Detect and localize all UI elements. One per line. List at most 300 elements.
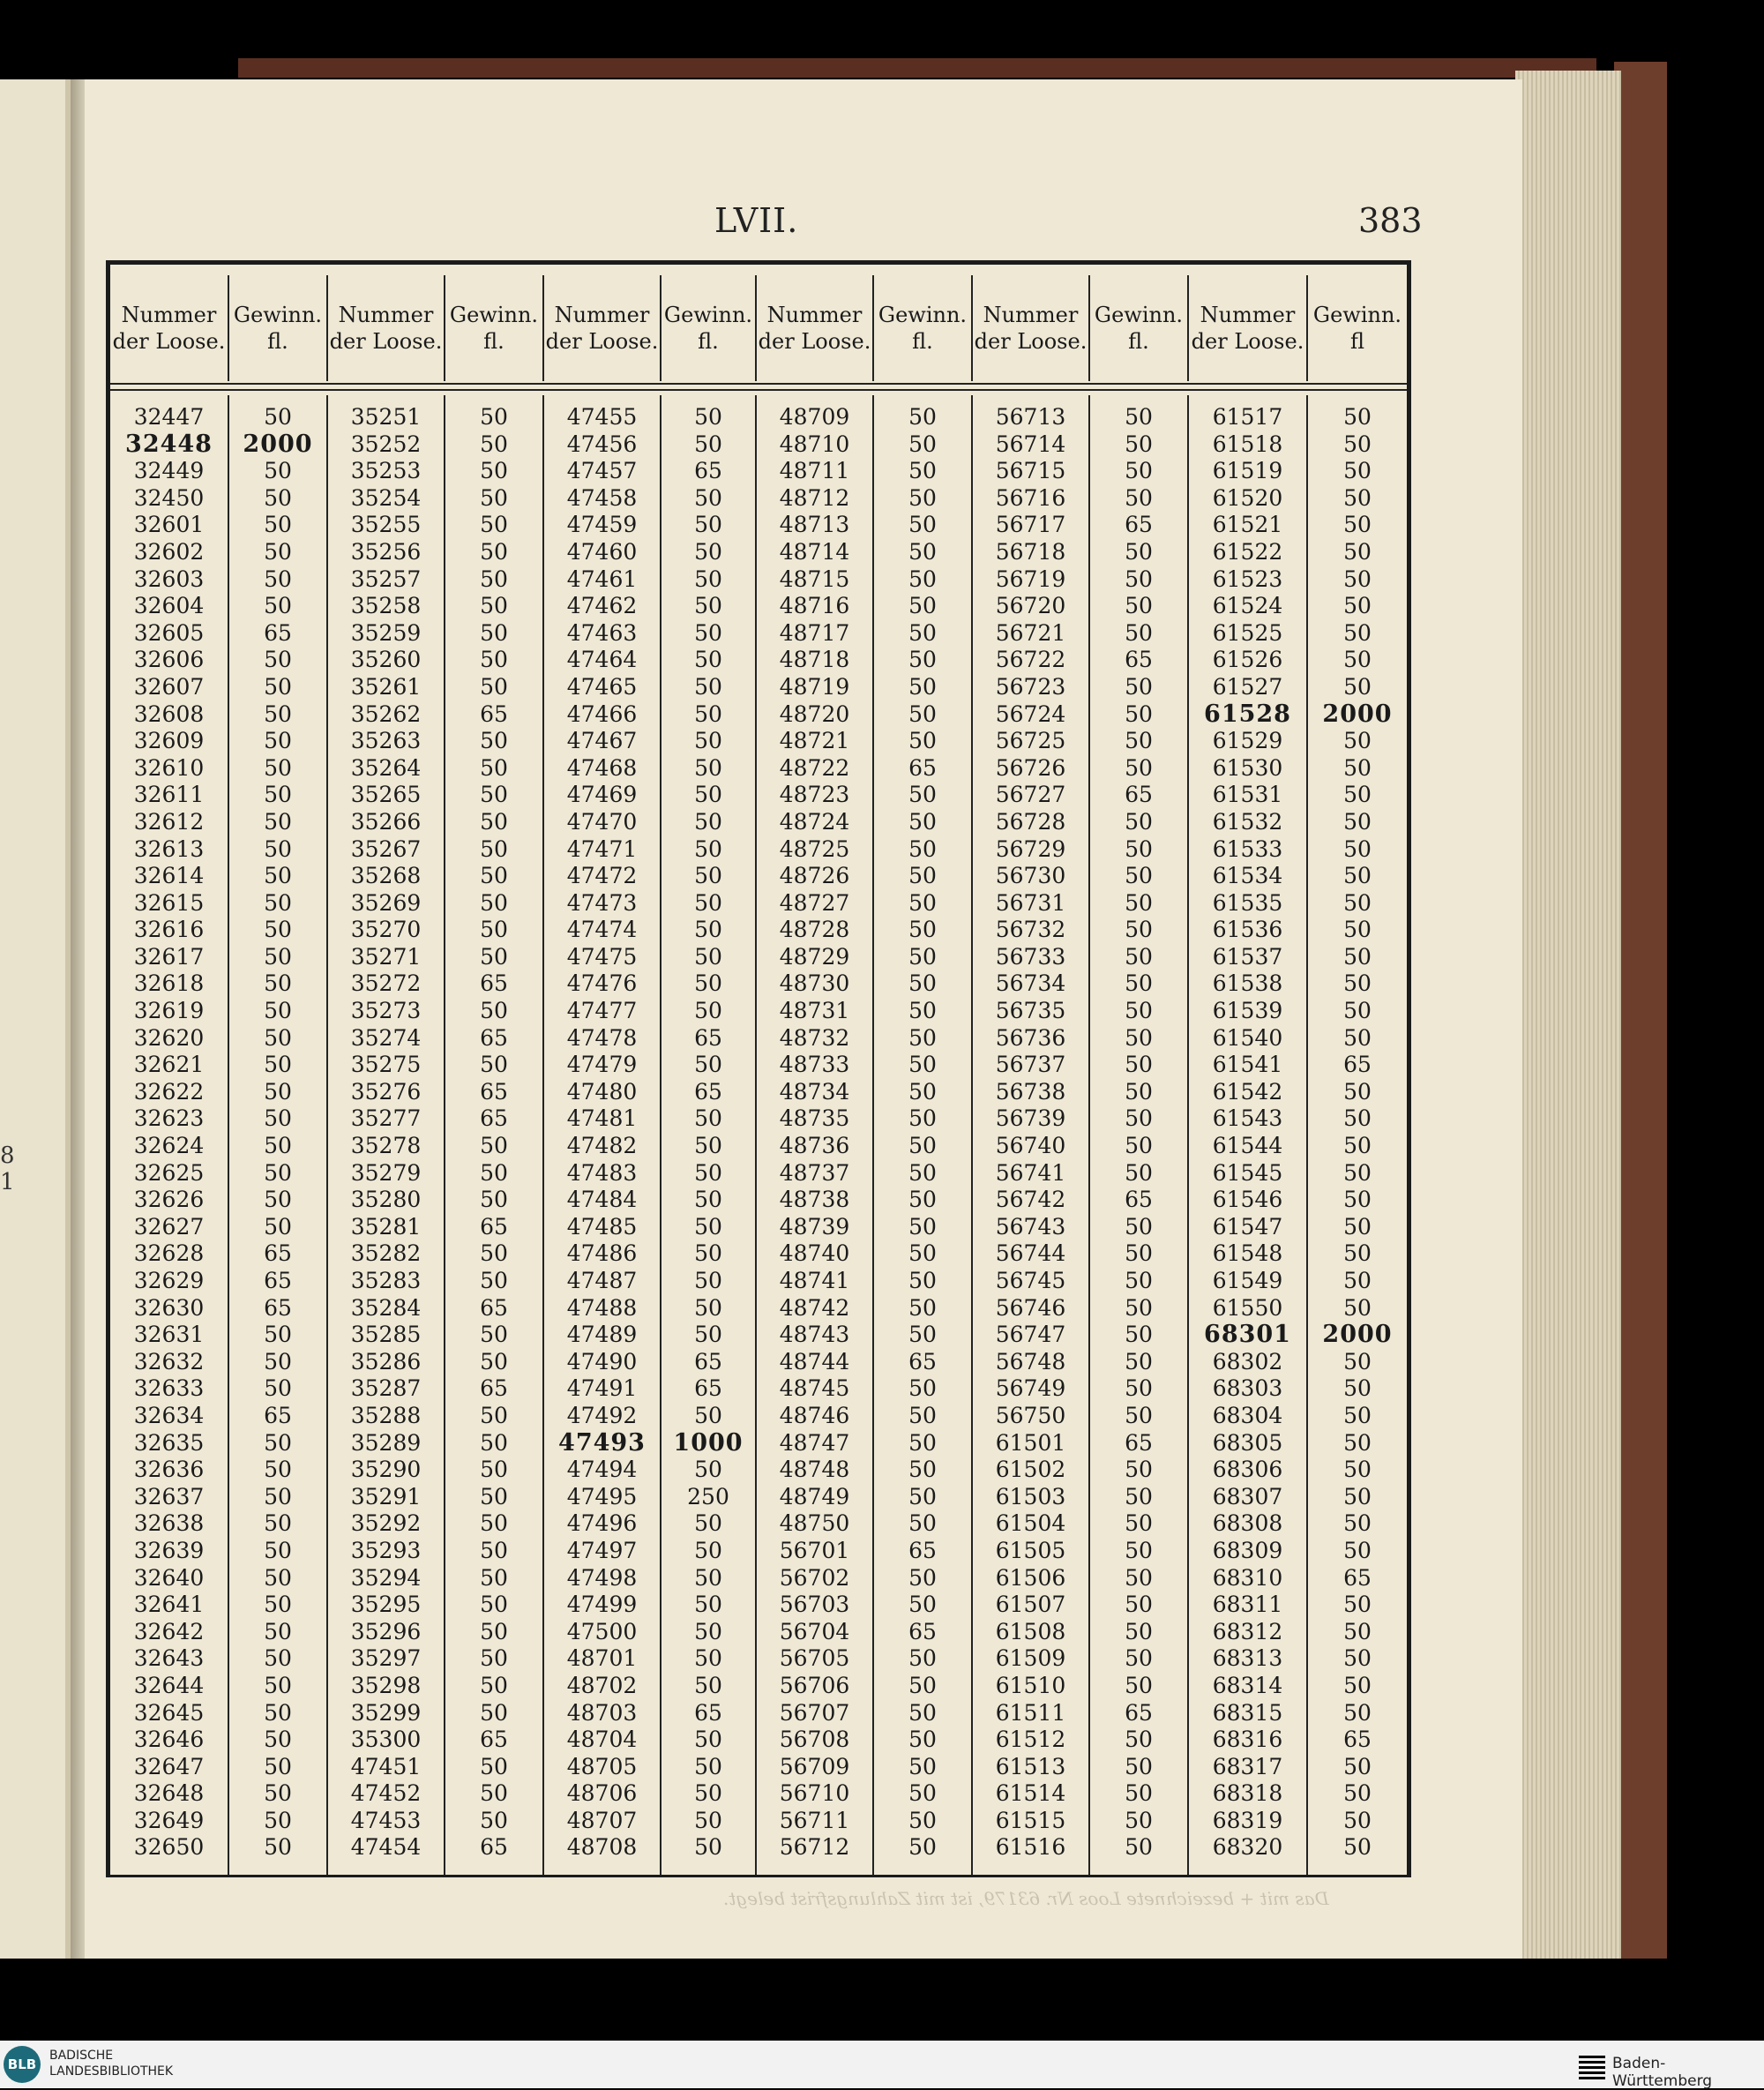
prize-value: 50 (694, 970, 722, 997)
prize-value: 50 (264, 754, 292, 781)
prize-value: 50 (908, 593, 937, 619)
prize-value: 65 (694, 1699, 722, 1726)
prize-value: 50 (264, 1618, 292, 1644)
prize-value: 65 (480, 1213, 508, 1240)
ticket-number: 48744 (779, 1348, 850, 1375)
ticket-number: 35273 (350, 998, 422, 1024)
prize-value: 50 (1125, 1078, 1153, 1105)
prize-value: 50 (1125, 458, 1153, 484)
prize-value: 50 (264, 1322, 292, 1348)
ticket-number: 56722 (995, 647, 1066, 673)
header-number-column: Nummer der Loose. (757, 275, 874, 381)
prize-value: 50 (264, 1187, 292, 1213)
ticket-number: 48708 (566, 1834, 638, 1861)
prize-value: 50 (908, 566, 937, 592)
ticket-number: 35298 (350, 1672, 422, 1698)
prize-value: 50 (264, 1592, 292, 1618)
ticket-number: 68315 (1212, 1699, 1283, 1726)
prize-value: 50 (908, 1322, 937, 1348)
bleed-through-footnote: Das mit + bezeichnete Loos Nr. 63179, ist mit Zahlungsfrist belegt. (723, 1888, 1329, 1909)
prize-value: 50 (694, 782, 722, 808)
prize-value: 65 (264, 1268, 292, 1293)
ticket-number: 61519 (1212, 458, 1283, 484)
ticket-number: 35274 (350, 1024, 422, 1051)
ticket-number: 68307 (1212, 1483, 1283, 1509)
prize-value: 50 (264, 1727, 292, 1753)
ticket-number: 32624 (133, 1133, 205, 1159)
ticket-number: 35257 (350, 566, 422, 592)
ticket-number: 68309 (1212, 1537, 1283, 1563)
ticket-number: 47500 (566, 1618, 638, 1644)
ticket-number: 47480 (566, 1078, 638, 1105)
prize-value: 50 (264, 1510, 292, 1537)
ticket-number: 32612 (133, 808, 205, 835)
ticket-number: 56711 (779, 1807, 850, 1833)
prize-column (662, 395, 757, 1875)
prize-value: 50 (264, 1213, 292, 1240)
ticket-number: 32635 (133, 1429, 205, 1456)
ticket-number: 32625 (133, 1159, 205, 1186)
ticket-number: 32617 (133, 943, 205, 970)
ticket-number: 48731 (779, 998, 850, 1024)
ticket-number: 56749 (995, 1375, 1066, 1402)
prize-value: 50 (1343, 1375, 1372, 1402)
ticket-number: 48749 (779, 1483, 850, 1509)
prize-value: 65 (264, 1240, 292, 1267)
ticket-number: 48733 (779, 1052, 850, 1078)
ticket-number: 32648 (133, 1780, 205, 1807)
ticket-number: 35278 (350, 1133, 422, 1159)
ticket-number: 32620 (133, 1024, 205, 1051)
prize-value: 65 (480, 970, 508, 997)
page-number: 383 (1358, 201, 1423, 240)
ticket-number: 48741 (779, 1268, 850, 1293)
prize-value: 50 (1343, 1457, 1372, 1483)
ticket-number: 47490 (566, 1348, 638, 1375)
ticket-number: 56706 (779, 1672, 850, 1698)
ticket-number: 61525 (1212, 619, 1283, 646)
prize-value: 50 (1125, 1348, 1153, 1375)
ticket-number: 47487 (566, 1268, 638, 1293)
prize-value: 50 (908, 1564, 937, 1591)
prize-value: 50 (908, 1834, 937, 1861)
prize-value: 50 (1125, 1807, 1153, 1833)
prize-value: 50 (1125, 808, 1153, 835)
ticket-number: 47470 (566, 808, 638, 835)
prize-value: 50 (694, 512, 722, 538)
ticket-number: 32633 (133, 1375, 205, 1402)
ticket-number: 48712 (779, 484, 850, 511)
ticket-number: 61539 (1212, 998, 1283, 1024)
ticket-number: 68312 (1212, 1618, 1283, 1644)
prize-value: 50 (908, 889, 937, 916)
header-prize-column: Gewinn. fl. (229, 275, 328, 381)
ticket-number: 48745 (779, 1375, 850, 1402)
ticket-number: 47479 (566, 1052, 638, 1078)
prize-value: 50 (1343, 458, 1372, 484)
ticket-number: 47452 (350, 1780, 422, 1807)
ticket-number: 35258 (350, 593, 422, 619)
ticket-number: 32632 (133, 1348, 205, 1375)
margin-fragment: 1 (0, 1169, 15, 1195)
number-column (1189, 395, 1308, 1875)
ticket-number: 48734 (779, 1078, 850, 1105)
prize-value: 50 (480, 1807, 508, 1833)
prize-value: 50 (1125, 1780, 1153, 1807)
prize-value: 50 (1125, 593, 1153, 619)
ticket-number: 48718 (779, 647, 850, 673)
ticket-number: 61545 (1212, 1159, 1283, 1186)
prize-value: 50 (480, 512, 508, 538)
ticket-number: 47455 (566, 404, 638, 430)
prize-value: 50 (1343, 1268, 1372, 1293)
ticket-number: 48705 (566, 1753, 638, 1779)
prize-value: 65 (480, 1078, 508, 1105)
ticket-number: 61520 (1212, 484, 1283, 511)
ticket-number: 48714 (779, 538, 850, 565)
prize-value: 50 (694, 1213, 722, 1240)
prize-value: 65 (1125, 1699, 1153, 1726)
prize-value: 50 (1125, 700, 1153, 727)
ticket-number: 61522 (1212, 538, 1283, 565)
prize-value: 50 (694, 1322, 722, 1348)
prize-value: 50 (1125, 754, 1153, 781)
prize-value: 50 (480, 998, 508, 1024)
blb-logo-icon[interactable]: BLB (4, 2046, 41, 2083)
prize-value: 50 (908, 835, 937, 862)
prize-value: 50 (694, 1618, 722, 1644)
prize-value: 50 (1125, 1268, 1153, 1293)
ticket-number: 48735 (779, 1105, 850, 1132)
footer-bar (0, 2041, 1764, 2088)
ticket-number: 56720 (995, 593, 1066, 619)
prize-value: 50 (264, 970, 292, 997)
ticket-number: 32646 (133, 1727, 205, 1753)
ticket-number: 48721 (779, 728, 850, 754)
page-headline: LVII. (714, 201, 799, 240)
ticket-number: 32630 (133, 1294, 205, 1321)
ticket-number: 61510 (995, 1672, 1066, 1698)
prize-value: 50 (480, 889, 508, 916)
ticket-number: 61517 (1212, 404, 1283, 430)
ticket-number: 68310 (1212, 1564, 1283, 1591)
ticket-number: 61531 (1212, 782, 1283, 808)
prize-value: 50 (908, 1024, 937, 1051)
ticket-number: 32631 (133, 1322, 205, 1348)
prize-value: 50 (1343, 484, 1372, 511)
ticket-number: 35300 (350, 1727, 422, 1753)
prize-value: 50 (694, 593, 722, 619)
prize-value: 50 (1343, 1834, 1372, 1861)
prize-value: 50 (908, 700, 937, 727)
prize-value: 50 (480, 782, 508, 808)
ticket-number: 47462 (566, 593, 638, 619)
ticket-number: 48719 (779, 673, 850, 700)
ticket-number: 35284 (350, 1294, 422, 1321)
prize-value: 50 (480, 917, 508, 943)
prize-value: 50 (480, 619, 508, 646)
ticket-number: 56702 (779, 1564, 850, 1591)
ticket-number: 68303 (1212, 1375, 1283, 1402)
ticket-number: 61530 (1212, 754, 1283, 781)
prize-value: 50 (908, 484, 937, 511)
prize-value: 50 (264, 998, 292, 1024)
ticket-number: 68314 (1212, 1672, 1283, 1698)
prize-value: 50 (1343, 1294, 1372, 1321)
prize-value: 50 (908, 1078, 937, 1105)
ticket-number: 35251 (350, 404, 422, 430)
prize-value: 50 (264, 728, 292, 754)
prize-value: 50 (480, 566, 508, 592)
ticket-number: 32601 (133, 512, 205, 538)
prize-value: 50 (1125, 889, 1153, 916)
ticket-number: 68320 (1212, 1834, 1283, 1861)
prize-value: 50 (264, 1834, 292, 1861)
ticket-number: 56730 (995, 863, 1066, 889)
prize-value: 50 (694, 673, 722, 700)
ticket-number: 47472 (566, 863, 638, 889)
ticket-number: 56747 (995, 1322, 1066, 1348)
ticket-number: 47497 (566, 1537, 638, 1563)
ticket-number: 35260 (350, 647, 422, 673)
prize-value: 50 (694, 1187, 722, 1213)
prize-value: 50 (908, 1402, 937, 1428)
ticket-number: 32637 (133, 1483, 205, 1509)
ticket-number: 56717 (995, 512, 1066, 538)
ticket-number: 47471 (566, 835, 638, 862)
ticket-number: 48720 (779, 700, 850, 727)
prize-value: 50 (908, 1457, 937, 1483)
prize-value: 50 (694, 1510, 722, 1537)
ticket-number: 61533 (1212, 835, 1283, 862)
ticket-number: 48706 (566, 1780, 638, 1807)
ticket-number: 61542 (1212, 1078, 1283, 1105)
prize-value: 50 (480, 1322, 508, 1348)
prize-column (1090, 395, 1189, 1875)
prize-value: 50 (908, 404, 937, 430)
number-column (110, 395, 229, 1875)
ticket-number: 56704 (779, 1618, 850, 1644)
ticket-number: 56735 (995, 998, 1066, 1024)
ticket-number: 47494 (566, 1457, 638, 1483)
ticket-number: 47475 (566, 943, 638, 970)
ticket-number: 47499 (566, 1592, 638, 1618)
ticket-number: 61536 (1212, 917, 1283, 943)
ticket-number: 32621 (133, 1052, 205, 1078)
prize-value: 50 (908, 431, 937, 457)
prize-value: 50 (694, 1159, 722, 1186)
ticket-number: 32634 (133, 1402, 205, 1428)
ticket-number: 35281 (350, 1213, 422, 1240)
prize-value: 50 (694, 943, 722, 970)
prize-value: 50 (908, 458, 937, 484)
ticket-number: 47478 (566, 1024, 638, 1051)
prize-value: 65 (480, 1834, 508, 1861)
prize-value: 50 (908, 1807, 937, 1833)
ticket-number: 47456 (566, 431, 638, 457)
prize-value: 50 (694, 700, 722, 727)
prize-value: 50 (694, 431, 722, 457)
ticket-number: 61523 (1212, 566, 1283, 592)
prize-value: 65 (694, 1348, 722, 1375)
prize-value: 50 (264, 458, 292, 484)
prize-value: 50 (480, 404, 508, 430)
ticket-number: 48713 (779, 512, 850, 538)
ticket-number: 35276 (350, 1078, 422, 1105)
ticket-number: 56713 (995, 404, 1066, 430)
header-prize-column: Gewinn. fl. (662, 275, 757, 381)
header-prize-column: Gewinn. fl (1312, 303, 1402, 354)
ticket-number: 35252 (350, 431, 422, 457)
ticket-number: 47465 (566, 673, 638, 700)
prize-value: 50 (694, 728, 722, 754)
ticket-number: 35279 (350, 1159, 422, 1186)
ticket-number: 48736 (779, 1133, 850, 1159)
prize-value: 50 (1125, 538, 1153, 565)
ticket-number: 47493 (558, 1428, 646, 1457)
ticket-number: 61548 (1212, 1240, 1283, 1267)
prize-value: 50 (694, 1402, 722, 1428)
prize-value: 50 (694, 484, 722, 511)
prize-value: 50 (1125, 1159, 1153, 1186)
prize-value: 50 (908, 1240, 937, 1267)
prize-value: 50 (1125, 1052, 1153, 1078)
prize-value: 50 (1125, 1213, 1153, 1240)
ticket-number: 47476 (566, 970, 638, 997)
ticket-number: 47482 (566, 1133, 638, 1159)
prize-value: 65 (694, 458, 722, 484)
prize-value: 50 (1125, 1133, 1153, 1159)
ticket-number: 48724 (779, 808, 850, 835)
ticket-number: 56703 (779, 1592, 850, 1618)
ticket-number: 61524 (1212, 593, 1283, 619)
ticket-number: 56742 (995, 1187, 1066, 1213)
prize-value: 50 (694, 404, 722, 430)
prize-value: 50 (908, 808, 937, 835)
prize-value: 50 (480, 1240, 508, 1267)
header-number-column: Nummer der Loose. (544, 275, 662, 381)
book-cover-top (238, 58, 1596, 78)
header-number-column: Nummer der Loose. (110, 275, 229, 381)
ticket-number: 48726 (779, 863, 850, 889)
ticket-number: 61501 (995, 1429, 1066, 1456)
prize-value: 50 (908, 970, 937, 997)
page-stack-edge (1515, 71, 1621, 1959)
ticket-number: 48704 (566, 1727, 638, 1753)
ticket-number: 32627 (133, 1213, 205, 1240)
prize-value: 50 (480, 458, 508, 484)
prize-value: 50 (264, 1348, 292, 1375)
ticket-number: 32623 (133, 1105, 205, 1132)
ticket-number: 35261 (350, 673, 422, 700)
prize-value: 50 (1125, 431, 1153, 457)
prize-value: 50 (264, 404, 292, 430)
ticket-number: 47464 (566, 647, 638, 673)
ticket-number: 32628 (133, 1240, 205, 1267)
table-header (110, 275, 1407, 381)
prize-value: 50 (1125, 943, 1153, 970)
prize-value: 50 (1343, 593, 1372, 619)
ticket-number: 47451 (350, 1753, 422, 1779)
ticket-number: 32604 (133, 593, 205, 619)
ticket-number: 47458 (566, 484, 638, 511)
ticket-number: 48709 (779, 404, 850, 430)
prize-value: 50 (1343, 619, 1372, 646)
prize-value: 50 (694, 1727, 722, 1753)
prize-value: 65 (1343, 1052, 1372, 1078)
prize-value: 50 (694, 1645, 722, 1672)
ticket-number: 61550 (1212, 1294, 1283, 1321)
ticket-number: 47457 (566, 458, 638, 484)
ticket-number: 56701 (779, 1537, 850, 1563)
prize-value: 50 (264, 1780, 292, 1807)
ticket-number: 48737 (779, 1159, 850, 1186)
ticket-number: 61549 (1212, 1268, 1283, 1293)
ticket-number: 61521 (1212, 512, 1283, 538)
ticket-number: 35289 (350, 1429, 422, 1456)
ticket-number: 32610 (133, 754, 205, 781)
left-page-edge (0, 79, 71, 1959)
prize-value: 50 (480, 1618, 508, 1644)
ticket-number: 47473 (566, 889, 638, 916)
prize-value: 50 (694, 1052, 722, 1078)
prize-value: 50 (264, 1564, 292, 1591)
prize-value: 50 (1343, 538, 1372, 565)
prize-value: 50 (1125, 1294, 1153, 1321)
prize-value: 50 (480, 1645, 508, 1672)
prize-value: 50 (480, 1268, 508, 1293)
prize-column (874, 395, 973, 1875)
ticket-number: 47498 (566, 1564, 638, 1591)
prize-value: 65 (908, 1537, 937, 1563)
ticket-number: 32638 (133, 1510, 205, 1537)
ticket-number: 32639 (133, 1537, 205, 1563)
prize-value: 50 (480, 754, 508, 781)
ticket-number: 48711 (779, 458, 850, 484)
ticket-number: 56746 (995, 1294, 1066, 1321)
prize-value: 50 (1125, 566, 1153, 592)
ticket-number: 61546 (1212, 1187, 1283, 1213)
prize-value: 50 (694, 1834, 722, 1861)
prize-value: 50 (694, 1240, 722, 1267)
prize-value: 50 (908, 1159, 937, 1186)
prize-value: 50 (480, 1564, 508, 1591)
ticket-number: 61541 (1212, 1052, 1283, 1078)
prize-value: 50 (1125, 1457, 1153, 1483)
prize-value: 50 (694, 1268, 722, 1293)
ticket-number: 56725 (995, 728, 1066, 754)
prize-value: 50 (1125, 1672, 1153, 1698)
prize-value: 50 (1343, 1240, 1372, 1267)
prize-value: 50 (694, 917, 722, 943)
prize-value: 50 (264, 1753, 292, 1779)
prize-value: 50 (1343, 1429, 1372, 1456)
prize-value: 65 (694, 1078, 722, 1105)
prize-value: 50 (1343, 1672, 1372, 1698)
prize-value: 50 (1125, 1645, 1153, 1672)
ticket-number: 47496 (566, 1510, 638, 1537)
prize-value: 65 (694, 1024, 722, 1051)
prize-value: 50 (694, 998, 722, 1024)
prize-value: 65 (1343, 1564, 1372, 1591)
prize-value: 50 (908, 1780, 937, 1807)
prize-value: 50 (480, 647, 508, 673)
ticket-number: 35291 (350, 1483, 422, 1509)
ticket-number: 68316 (1212, 1727, 1283, 1753)
ticket-number: 48729 (779, 943, 850, 970)
ticket-number: 68305 (1212, 1429, 1283, 1456)
prize-value: 50 (908, 1429, 937, 1456)
